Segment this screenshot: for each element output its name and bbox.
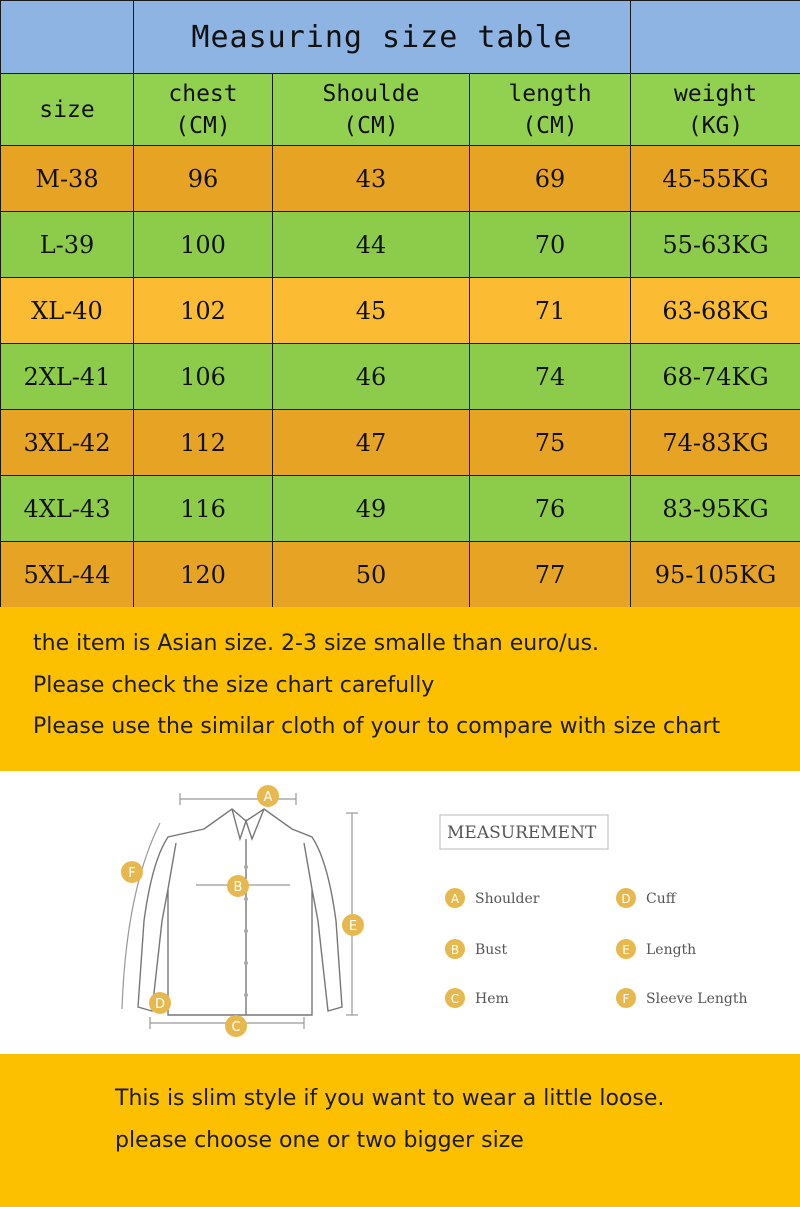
marker-f [121,861,143,883]
header-length-unit: (CM) [522,112,578,139]
cell-weight: 55-63KG [631,212,800,278]
legend-label: Length [646,942,697,958]
cell-length: 71 [470,278,631,344]
table-row [1,476,800,542]
marker-a-letter: A [263,790,273,805]
cell-weight: 83-95KG [631,476,800,542]
advice-line-bigger-size: please choose one or two bigger size [115,1128,524,1153]
shirt-outline [138,809,342,1015]
measurement-diagram [0,771,800,1054]
legend-key: C [450,992,460,1006]
table-row [1,146,800,212]
cell-size: 5XL-44 [1,542,134,608]
marker-f-letter: F [128,866,136,881]
cell-length: 77 [470,542,631,608]
legend-key: E [622,943,630,957]
table-title: Measuring size table [134,1,631,74]
cell-size: L-39 [1,212,134,278]
cell-length: 70 [470,212,631,278]
cell-size: 4XL-43 [1,476,134,542]
size-notes-banner [0,607,800,771]
marker-d [149,992,171,1014]
marker-d-letter: D [154,997,166,1012]
cell-chest: 102 [134,278,273,344]
cell-shoulder: 50 [273,542,470,608]
note-line-check-chart: Please check the size chart carefully [33,673,435,698]
header-length-label: length [508,80,592,107]
title-corner-cell [1,1,134,74]
marker-a [257,785,279,807]
table-row [1,212,800,278]
cell-weight: 74-83KG [631,410,800,476]
advice-line-slim-style: This is slim style if you want to wear a little loose. [115,1086,665,1111]
fit-advice-banner [0,1054,800,1207]
cell-weight: 95-105KG [631,542,800,608]
table-header-row [1,74,800,146]
cell-weight: 63-68KG [631,278,800,344]
header-chest-label: chest [168,80,238,107]
marker-c-letter: C [231,1020,241,1035]
legend-label: Cuff [646,891,676,907]
legend [445,888,748,1008]
table-row [1,410,800,476]
cell-length: 75 [470,410,631,476]
table-row [1,278,800,344]
cell-shoulder: 47 [273,410,470,476]
legend-key: D [621,892,631,906]
legend-item-cuff [616,888,677,908]
cell-length: 69 [470,146,631,212]
marker-b-letter: B [233,880,243,895]
marker-e [342,914,364,936]
cell-size: 2XL-41 [1,344,134,410]
legend-item-hem [445,988,509,1008]
cell-shoulder: 44 [273,212,470,278]
note-line-asian-size: the item is Asian size. 2-3 size smalle than euro/us. [33,631,600,656]
cell-chest: 116 [134,476,273,542]
legend-item-sleeve-length [616,988,748,1008]
legend-key: B [450,943,460,957]
cell-chest: 112 [134,410,273,476]
legend-item-bust [445,939,507,959]
title-end-cell [631,1,800,74]
header-chest [134,74,273,146]
cell-size: M-38 [1,146,134,212]
table-title-row [1,1,800,74]
cell-weight: 45-55KG [631,146,800,212]
header-weight [631,74,800,146]
header-size-label: size [39,96,95,123]
cell-shoulder: 45 [273,278,470,344]
legend-label: Bust [475,942,508,958]
header-length [470,74,631,146]
cell-chest: 96 [134,146,273,212]
header-chest-unit: (CM) [175,112,231,139]
header-shoulder-unit: (CM) [343,112,399,139]
measurement-heading: MEASUREMENT [447,823,597,843]
header-shoulder [273,74,470,146]
cell-size: 3XL-42 [1,410,134,476]
cell-shoulder: 49 [273,476,470,542]
marker-e-letter: E [348,919,358,934]
cell-weight: 68-74KG [631,344,800,410]
legend-label: Sleeve Length [646,991,748,1007]
diagram-markers [121,785,364,1037]
cell-length: 74 [470,344,631,410]
marker-b [227,875,249,897]
marker-c [225,1015,247,1037]
legend-key: F [622,992,630,1006]
legend-item-shoulder [445,888,540,908]
legend-key: A [450,892,460,906]
legend-label: Shoulder [475,891,540,907]
table-row [1,542,800,608]
cell-size: XL-40 [1,278,134,344]
header-shoulder-label: Shoulde [322,80,420,107]
cell-shoulder: 46 [273,344,470,410]
note-line-compare-cloth: Please use the similar cloth of your to compare with size chart [33,714,721,739]
header-weight-unit: (KG) [687,112,744,139]
cell-length: 76 [470,476,631,542]
measurement-diagram-svg [0,771,800,1054]
header-weight-label: weight [673,80,758,107]
header-size [1,74,134,146]
table-row [1,344,800,410]
cell-chest: 100 [134,212,273,278]
cell-chest: 120 [134,542,273,608]
legend-item-length [616,939,696,959]
legend-label: Hem [475,991,509,1007]
cell-chest: 106 [134,344,273,410]
cell-shoulder: 43 [273,146,470,212]
